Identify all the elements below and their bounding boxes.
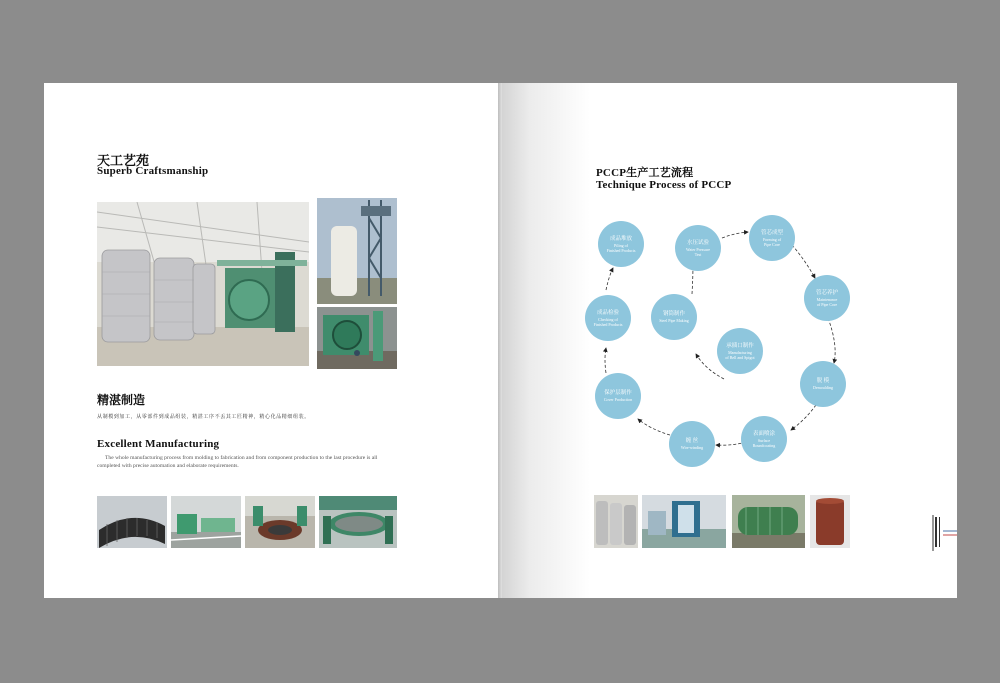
svg-text:脱 模: 脱 模 (816, 378, 830, 384)
svg-text:Checking of: Checking of (598, 317, 618, 322)
svg-text:水压试验: 水压试验 (686, 240, 710, 246)
svg-text:钢筒制作: 钢筒制作 (662, 311, 686, 317)
flow-node-checking (585, 295, 631, 341)
pipe-cage-photo (97, 496, 167, 548)
book-gutter (498, 83, 502, 598)
section-body-cn: 从制模到加工，从零部件到成品组装，精湛工序不丢其工匠精神，精心化品精细组装。 (97, 414, 310, 420)
svg-text:Maintenance: Maintenance (816, 297, 838, 302)
flow-node-demoulding (800, 361, 846, 407)
flow-node-water-test (675, 225, 721, 271)
svg-text:保护层制作: 保护层制作 (604, 390, 632, 396)
right-title-cn: PCCP生产工艺流程 (596, 167, 694, 179)
svg-text:Wire-winding: Wire-winding (680, 445, 704, 450)
pccp-process-diagram (500, 83, 957, 598)
svg-text:of Bell and Spigot: of Bell and Spigot (725, 355, 755, 360)
svg-text:表面喷涂: 表面喷涂 (752, 431, 776, 437)
svg-text:Steel Pipe Making: Steel Pipe Making (659, 318, 689, 323)
flow-arrow (791, 405, 816, 430)
tower-photo (317, 198, 397, 304)
flow-arrow (606, 268, 613, 290)
right-page (500, 83, 957, 598)
svg-text:Test: Test (694, 252, 702, 257)
flow-node-roundcoating (741, 416, 787, 462)
svg-text:管芯成型: 管芯成型 (760, 230, 784, 236)
svg-text:成品堆放: 成品堆放 (609, 236, 633, 242)
svg-text:Cover Production: Cover Production (603, 397, 633, 402)
blue-frame-photo (642, 495, 726, 548)
left-page (44, 83, 500, 598)
flow-arrow (792, 245, 815, 278)
factory-hall-photo (97, 202, 309, 366)
flow-arrow (605, 348, 606, 373)
flow-node-steel-pipe (651, 294, 697, 340)
section-title-cn: 精湛制造 (97, 393, 146, 407)
svg-text:Piling of: Piling of (614, 243, 628, 248)
stacked-pipes-photo (594, 495, 638, 548)
section-body-en: The whole manufacturing process from molding to fabrication and from component production to the last procedure is all completed with precise automation and elaborate requirements. (97, 455, 378, 469)
svg-text:缠 丝: 缠 丝 (685, 438, 699, 444)
svg-text:管芯养护: 管芯养护 (815, 290, 839, 296)
svg-text:Finished Products: Finished Products (593, 322, 623, 327)
flow-node-cover-production (595, 373, 641, 419)
flow-node-wire-winding (669, 421, 715, 467)
svg-text:Demoulding: Demoulding (813, 385, 833, 390)
svg-text:Water Pressure: Water Pressure (685, 247, 711, 252)
page-tab-marker (931, 513, 957, 553)
flow-arrow (638, 419, 670, 435)
left-title-en: Superb Craftsmanship (97, 165, 209, 177)
green-pipe-photo (732, 495, 805, 548)
section-title-en: Excellent Manufacturing (97, 438, 220, 450)
flow-node-piling (598, 221, 644, 267)
workshop-line-photo (171, 496, 241, 548)
svg-text:成品检验: 成品检验 (596, 310, 620, 316)
winding-machine-photo (319, 496, 397, 548)
flow-node-bell-spigot (717, 328, 763, 374)
right-title-en: Technique Process of PCCP (596, 179, 732, 191)
ring-machine-photo (245, 496, 315, 548)
svg-text:Roundcoating: Roundcoating (752, 443, 776, 448)
green-machine-photo (317, 307, 397, 369)
flow-node-forming (749, 215, 795, 261)
svg-text:Finished Products: Finished Products (606, 248, 636, 253)
flow-node-maintenance (804, 275, 850, 321)
flow-arrow (722, 232, 748, 238)
svg-text:承插口制作: 承插口制作 (726, 343, 754, 349)
svg-text:Surface: Surface (757, 438, 771, 443)
left-title-cn: 天工艺苑 (97, 154, 150, 169)
brown-pipe-photo (810, 495, 850, 548)
flow-arrow (828, 318, 835, 363)
svg-text:Pipe Core: Pipe Core (764, 242, 780, 247)
svg-text:Forming of: Forming of (762, 237, 782, 242)
svg-text:of Pipe Core: of Pipe Core (816, 302, 838, 307)
svg-text:Manufacturing: Manufacturing (728, 350, 752, 355)
